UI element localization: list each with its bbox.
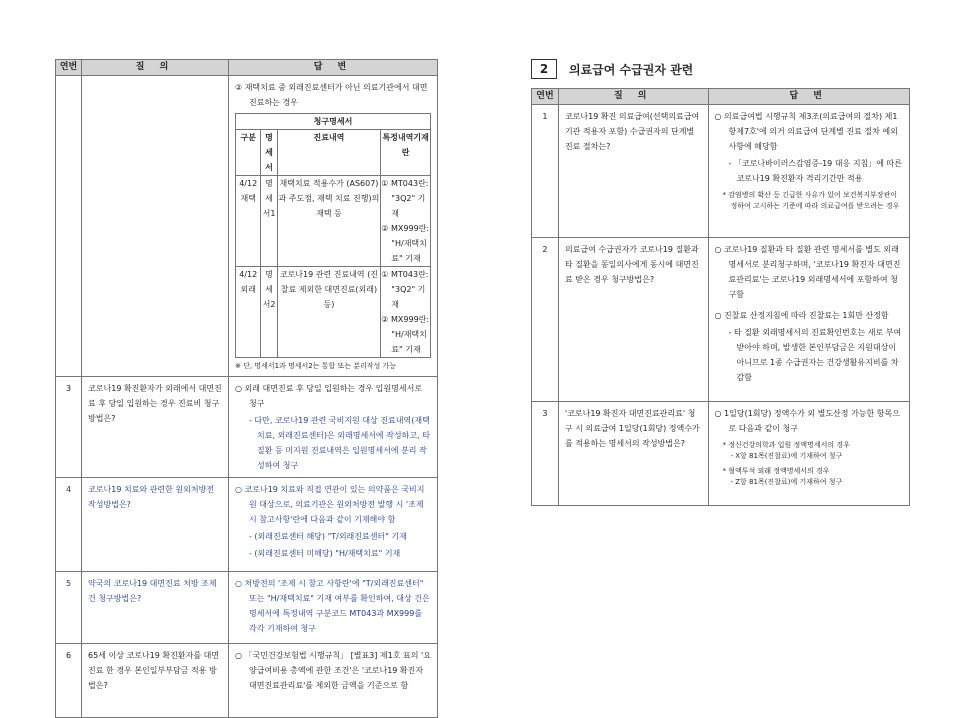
answer-text: ○ 의료급여법 시행규칙 제3조(의료급여의 절차) 제1항제7호'에 의거 의료급여 단계별 진료 절차 예외 사항에 해당함 — [714, 112, 898, 151]
row-number: 2 — [532, 238, 559, 402]
answer-subtext: - (외래진료센터 해당) "T/외래진료센터" 기재 — [248, 532, 407, 541]
continued-answer — [228, 76, 437, 377]
left-qa-table — [55, 59, 438, 718]
row-number: 3 — [532, 402, 559, 506]
row-number: 5 — [56, 572, 82, 644]
table-row — [532, 105, 910, 238]
row-number: 4 — [56, 478, 82, 572]
header-question: 질 의 — [558, 89, 708, 105]
question-text: 의료급여 수급권자가 코로나19 질환과 타 질환을 동일의사에게 동시에 대면진료 받은 경우 청구방법은? — [558, 238, 708, 402]
row-number: 3 — [56, 377, 82, 478]
answer-footnote-sub: - X항 81목(진찰료)에 기재하여 청구 — [730, 452, 843, 460]
question-text: 코로나19 확진 의료급여(선택의료급여기관 적용자 포함) 수급권자의 단계별 진료 절차는? — [558, 105, 708, 238]
table-row — [56, 644, 438, 718]
answer-intro: ② 재택치료 중 외래진료센터가 아닌 의료기관에서 대면진료하는 경우 — [234, 83, 428, 107]
answer-subtext: - 다만, 코로나19 관련 국비지원 대상 진료내역(재택치료, 외래진료센터)은 외래명세서에 작성하고, 타 질환 등 미지원 진료내역은 입원명세서에 분리 작성하여 청구 — [248, 416, 430, 470]
right-header-row — [532, 89, 910, 105]
claim-statement-table: 청구명세서 구분 명세서 진료내역 특정내역기재란 4/12 재택 명세서1 재택치료 적용수가 (AS607)과 주도점, 재택 치료 진행)의 재택 등 ① MT043란: "3Q2" 기재 ② MX999란: "H/재택치료" 기재 4/12 외래 명세서2 코로나19 관련 진료내역 (진찰료 제외한 대면진료(외래) 등) ① MT043란: "3Q2" 기재 ② MX999란: "H/재택치료" 기재 — [235, 113, 431, 358]
left-header-row — [56, 60, 438, 76]
answer-text: ○ 진찰료 산정지침에 따라 진찰료는 1회만 산정함 — [714, 311, 889, 320]
section-number: 2 — [531, 59, 557, 79]
answer-subtext: - (외래진료센터 미해당) "H/재택치료" 기재 — [248, 549, 401, 558]
answer-text: ○ 외래 대면진료 후 당일 입원하는 경우 입원명세서로 청구 — [234, 384, 423, 408]
table-row — [532, 402, 910, 506]
answer-footnote: * 감염병의 확산 등 긴급한 사유가 있어 보건복지부장관이 정하여 고시하는 기준에 따라 의료급여를 받으려는 경우 — [722, 191, 900, 210]
answer-subtext: - 「코로나바이러스감염증-19 대응 지침」에 따른 코로나19 확진환자 격리기간만 적용 — [728, 159, 902, 183]
header-answer: 답 변 — [228, 60, 437, 76]
header-question: 질 의 — [82, 60, 229, 76]
table-row — [56, 377, 438, 478]
question-text: '코로나19 확진자 대면진료관리료' 청구 시 의료급여 1일당(1회당) 정액수가를 적용하는 명세서의 작성방법은? — [558, 402, 708, 506]
question-text: 65세 이상 코로나19 확진환자를 대면진료 한 경우 본인일부부담금 적용 방법은? — [82, 644, 229, 718]
answer-footnote-sub: - Z항 81목(진찰료)에 기재하여 청구 — [730, 478, 843, 486]
answer-footnote: * 정신건강의학과 입원 정액명세서의 경우 — [722, 441, 850, 449]
answer-text: ○ 코로나19 질환과 타 질환 관련 명세서를 별도 외래명세서로 분리청구하며, '코로나19 확진자 대면진료관리료'는 코로나19 외래명세서에 포함하여 청구함 — [714, 245, 901, 299]
table-row — [56, 76, 438, 377]
header-answer: 답 변 — [708, 89, 910, 105]
question-text: 코로나19 치료와 관련한 원외처방전 작성방법은? — [82, 478, 229, 572]
row-number: 6 — [56, 644, 82, 718]
answer-text: ○ 「국민건강보험법 시행규칙」 [별표3] 제1호 표의 '요양급여비용 총액에 관한 조건'은 '코로나19 확진자 대면진료관리료'를 제외한 금액을 기준으로 함 — [234, 651, 431, 690]
header-no: 연번 — [532, 89, 559, 105]
table-row — [56, 572, 438, 644]
answer-footnote: * 혈액투석 외래 정액명세서의 경우 — [722, 467, 830, 475]
answer-subtext: - 타 질환 외래명세서의 진료확인번호는 새로 부여받아야 하며, 발생한 본인부담금은 지원대상이 아니므로 1종 수급권자는 건강생활유지비를 차감함 — [728, 328, 902, 382]
section-title: 의료급여 수급권자 관련 — [569, 62, 694, 77]
row-number: 1 — [532, 105, 559, 238]
table-row — [56, 478, 438, 572]
table-note: ※ 단, 명세서1과 명세서2는 통합 또는 분리작성 가능 — [234, 362, 397, 370]
inner-table-title: 청구명세서 — [235, 114, 430, 130]
right-qa-table — [531, 88, 910, 506]
answer-text: ○ 1일당(1회당) 정액수가 외 별도산정 가능한 항목으로 다음과 같이 청구 — [714, 409, 900, 433]
section-heading — [531, 59, 693, 79]
answer-text: ○ 처방전의 '조제 시 참고 사항란'에 "T/외래진료센터" 또는 "H/재택치료" 기재 여부를 확인하여, 대상 건은 명세서에 특정내역 구분코드 MT043과 MX999를 각각 기재하여 청구 — [234, 579, 430, 633]
header-no: 연번 — [56, 60, 82, 76]
question-text: 약국의 코로나19 대면진료 처방 조제건 청구방법은? — [82, 572, 229, 644]
table-row — [532, 238, 910, 402]
question-text: 코로나19 확진환자가 외래에서 대면진료 후 당일 입원하는 경우 진료비 청구방법은? — [82, 377, 229, 478]
answer-text: ○ 코로나19 치료와 직접 연관이 있는 의약품은 국비지원 대상으로, 의료기관은 원외처방전 발행 시 '조제시 참고사항'란에 다음과 같이 기재해야 함 — [234, 485, 425, 524]
